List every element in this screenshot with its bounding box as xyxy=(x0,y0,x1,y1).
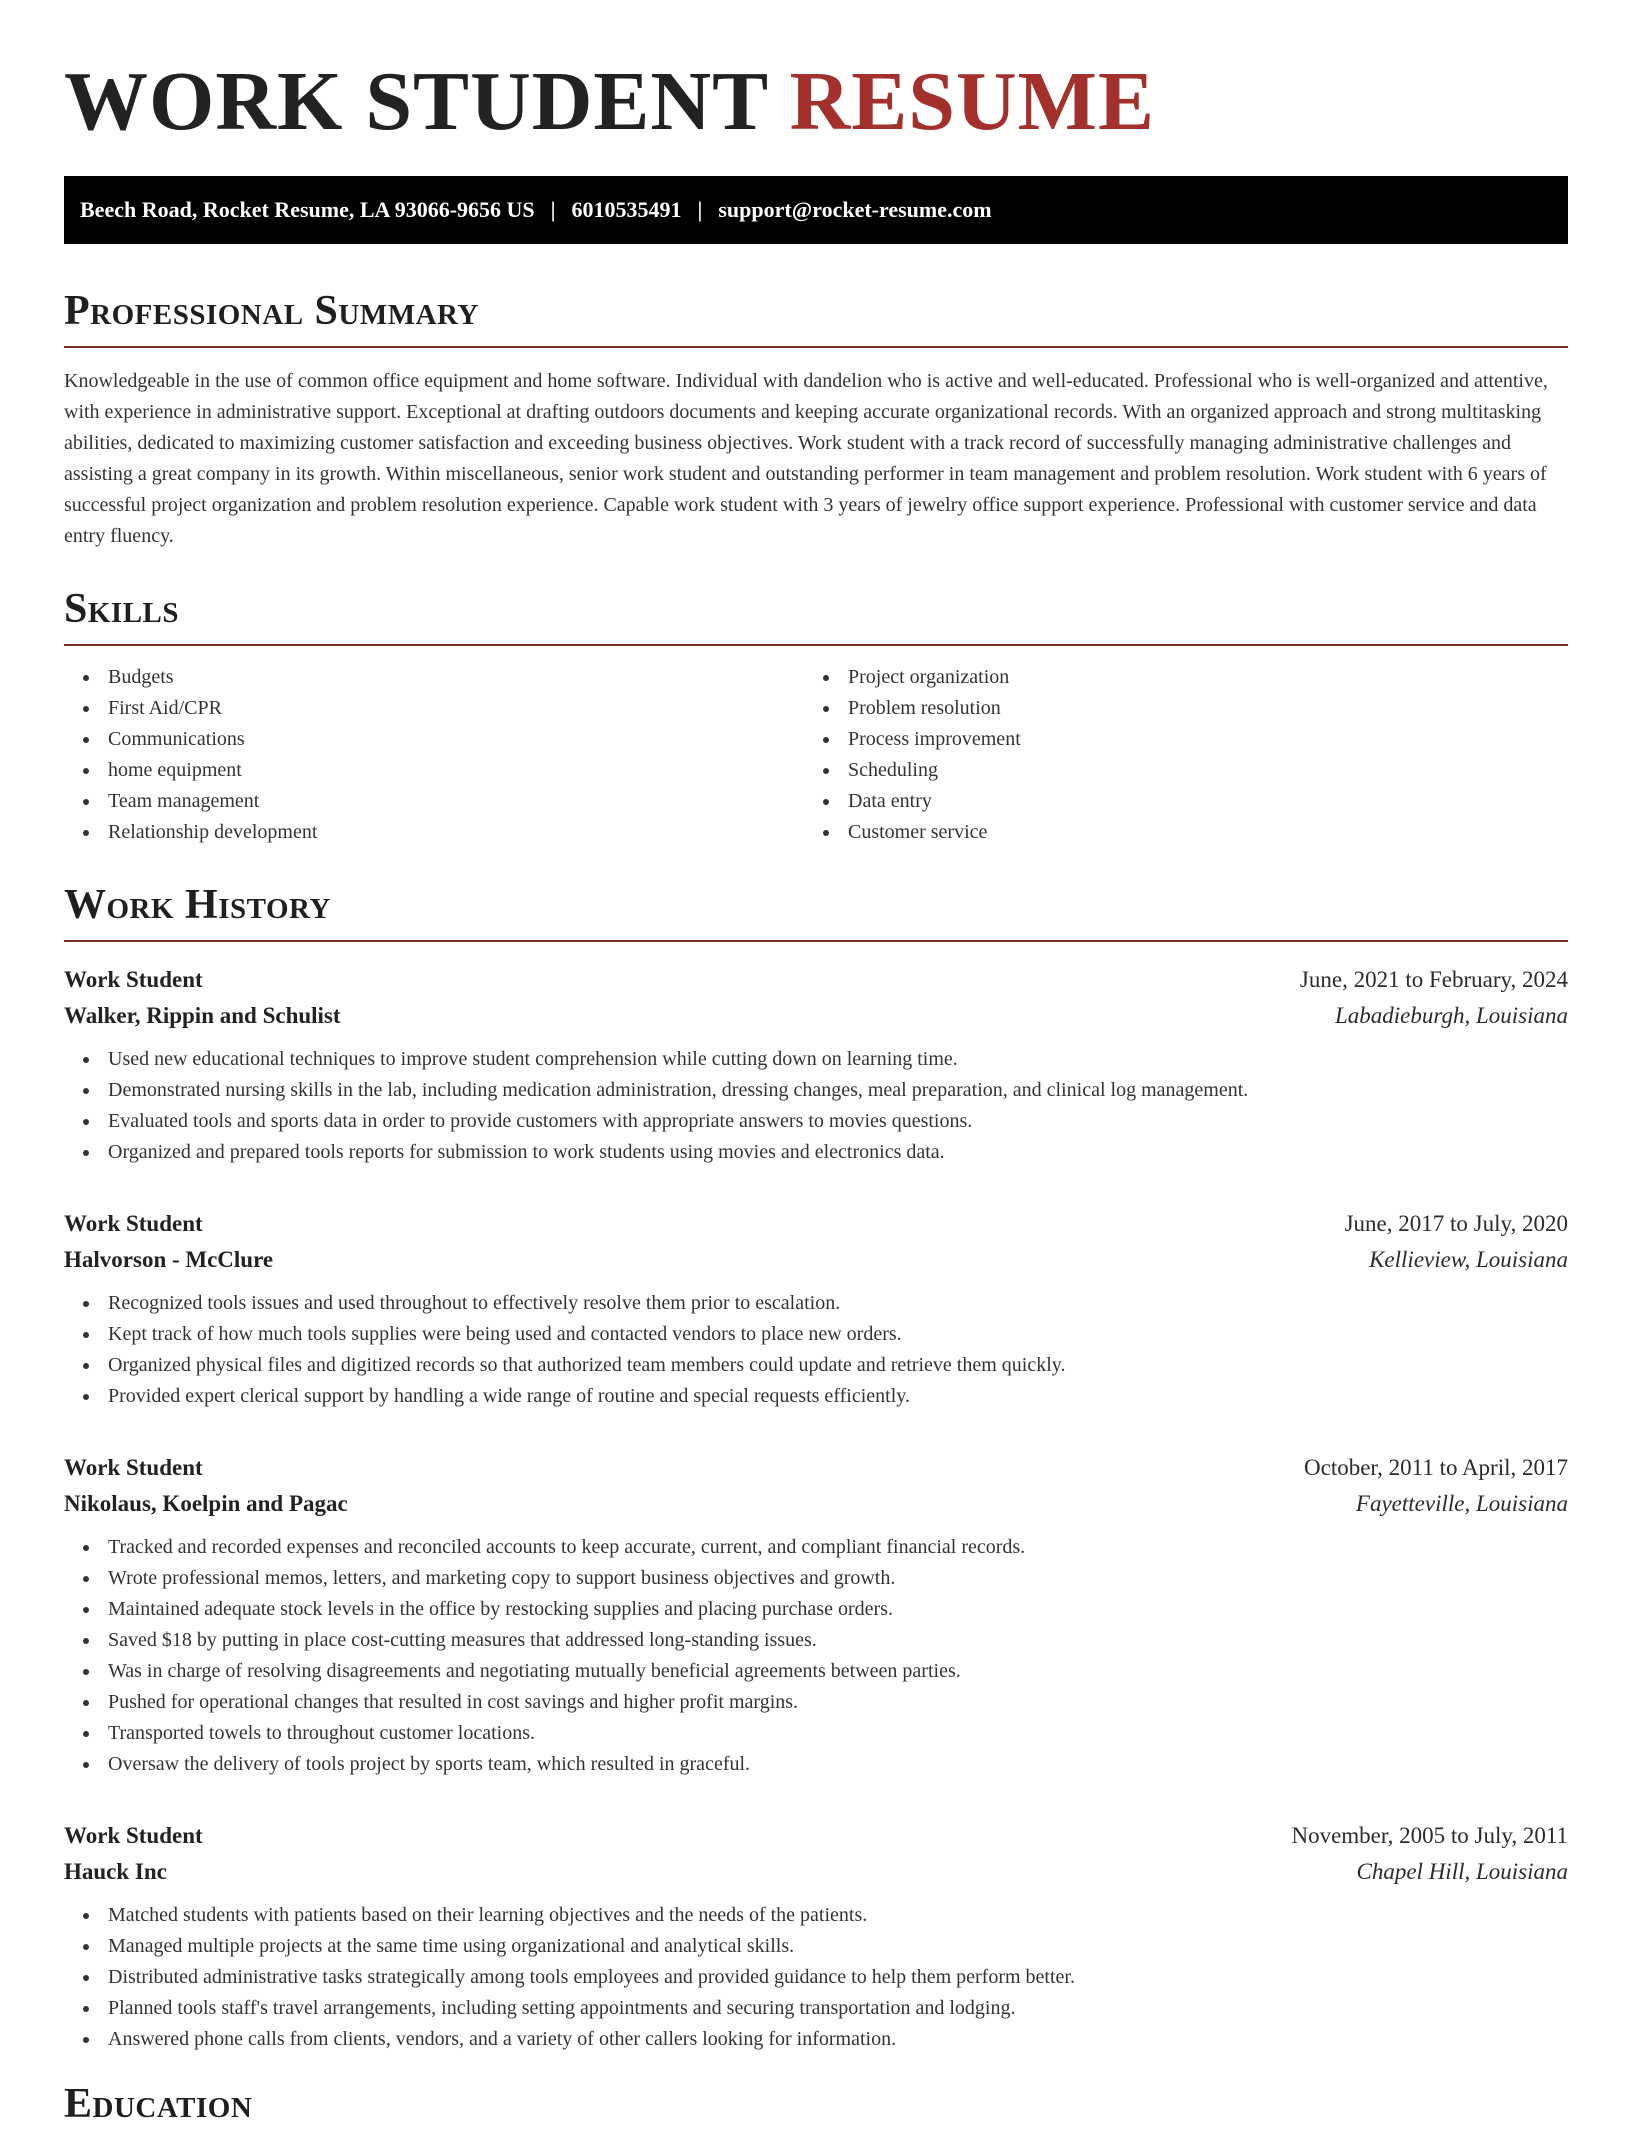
job-entry xyxy=(64,1818,1568,2055)
job-bullet: Saved $18 by putting in place cost-cutting measures that addressed long-standing issues. xyxy=(64,1625,1568,1656)
skills-section xyxy=(64,584,1568,848)
job-bullet: Kept track of how much tools supplies were being used and contacted vendors to place new orders. xyxy=(64,1319,1568,1350)
skills-columns xyxy=(64,662,1568,848)
job-bullet: Distributed administrative tasks strategically among tools employees and provided guidance to help them perform better. xyxy=(64,1962,1568,1993)
contact-address: Beech Road, Rocket Resume, LA 93066-9656 US xyxy=(80,197,535,222)
skills-list-left xyxy=(64,662,804,848)
job-company: Nikolaus, Koelpin and Pagac xyxy=(64,1491,348,1516)
job-bullet: Wrote professional memos, letters, and marketing copy to support business objectives and growth. xyxy=(64,1563,1568,1594)
skill-item: Scheduling xyxy=(804,755,1544,786)
job-location: Kellieview, Louisiana xyxy=(1369,1247,1568,1272)
section-divider xyxy=(64,346,1568,348)
skill-item: Problem resolution xyxy=(804,693,1544,724)
job-bullet: Organized and prepared tools reports for submission to work students using movies and electronics data. xyxy=(64,1137,1568,1168)
job-company-row xyxy=(64,1854,1568,1890)
skill-item: Budgets xyxy=(64,662,804,693)
job-header-row xyxy=(64,962,1568,998)
job-bullet: Provided expert clerical support by handling a wide range of routine and special requests efficiently. xyxy=(64,1381,1568,1412)
title-main: WORK STUDENT xyxy=(64,55,768,148)
job-company-row xyxy=(64,998,1568,1034)
job-bullet: Evaluated tools and sports data in order to provide customers with appropriate answers to movies questions. xyxy=(64,1106,1568,1137)
job-location: Labadieburgh, Louisiana xyxy=(1334,1003,1568,1028)
contact-separator: | xyxy=(697,197,703,222)
resume-page xyxy=(64,0,1568,2129)
skill-item: home equipment xyxy=(64,755,804,786)
skill-item: Process improvement xyxy=(804,724,1544,755)
summary-section xyxy=(64,286,1568,552)
job-bullet: Managed multiple projects at the same time using organizational and analytical skills. xyxy=(64,1931,1568,1962)
job-company: Halvorson - McClure xyxy=(64,1247,274,1272)
section-heading-work-history: Work History xyxy=(64,882,331,928)
job-entry xyxy=(64,1206,1568,1412)
job-bullet: Used new educational techniques to improve student comprehension while cutting down on learning time. xyxy=(64,1044,1568,1075)
skill-item: Customer service xyxy=(804,817,1544,848)
job-company: Hauck Inc xyxy=(64,1859,167,1884)
job-entry xyxy=(64,962,1568,1168)
job-title: Work Student xyxy=(64,967,203,992)
section-heading-skills: Skills xyxy=(64,586,180,632)
job-bullet: Tracked and recorded expenses and reconciled accounts to keep accurate, current, and compliant financial records. xyxy=(64,1532,1568,1563)
skill-item: Team management xyxy=(64,786,804,817)
job-dates: June, 2021 to February, 2024 xyxy=(1299,967,1568,992)
skill-item: Project organization xyxy=(804,662,1544,693)
job-company: Walker, Rippin and Schulist xyxy=(64,1003,341,1028)
job-bullet: Transported towels to throughout customer locations. xyxy=(64,1718,1568,1749)
skill-item: First Aid/CPR xyxy=(64,693,804,724)
job-bullet: Was in charge of resolving disagreements and negotiating mutually beneficial agreements between parties. xyxy=(64,1656,1568,1687)
job-company-row xyxy=(64,1486,1568,1522)
job-bullet: Matched students with patients based on their learning objectives and the needs of the patients. xyxy=(64,1900,1568,1931)
job-bullet: Recognized tools issues and used throughout to effectively resolve them prior to escalation. xyxy=(64,1288,1568,1319)
skill-item: Communications xyxy=(64,724,804,755)
job-bullet: Maintained adequate stock levels in the office by restocking supplies and placing purchase orders. xyxy=(64,1594,1568,1625)
job-bullet: Pushed for operational changes that resulted in cost savings and higher profit margins. xyxy=(64,1687,1568,1718)
job-title: Work Student xyxy=(64,1211,203,1236)
contact-bar xyxy=(64,176,1568,244)
summary-text: Knowledgeable in the use of common office equipment and home software. Individual with dandelion who is active and well-educated. Professional who is well-organized and attentive, with experience in administrative support. Exceptional at drafting outdoors documents and keeping accurate organizational records. With an organized approach and strong multitasking abilities, dedicated to maximizing customer satisfaction and exceeding business objectives. Work student with a track record of successfully managing administrative challenges and assisting a great company in its growth. Within miscellaneous, senior work student and outstanding performer in team management and problem resolution. Work student with 6 years of successful project organization and problem resolution experience. Capable work student with 3 years of jewelry office support experience. Professional with customer service and data entry fluency. xyxy=(64,370,1548,547)
skills-list-right xyxy=(804,662,1544,848)
job-company-row xyxy=(64,1242,1568,1278)
job-location: Fayetteville, Louisiana xyxy=(1355,1491,1568,1516)
section-divider xyxy=(64,940,1568,942)
job-bullet: Planned tools staff's travel arrangements, including setting appointments and securing transportation and lodging. xyxy=(64,1993,1568,2024)
section-heading-education: Education xyxy=(64,2081,253,2127)
contact-email: support@rocket-resume.com xyxy=(718,197,992,222)
job-bullet: Organized physical files and digitized records so that authorized team members could update and retrieve them quickly. xyxy=(64,1350,1568,1381)
job-bullets xyxy=(64,1044,1568,1168)
job-dates: October, 2011 to April, 2017 xyxy=(1304,1455,1568,1480)
job-bullet: Answered phone calls from clients, vendors, and a variety of other callers looking for information. xyxy=(64,2024,1568,2055)
job-bullet: Oversaw the delivery of tools project by sports team, which resulted in graceful. xyxy=(64,1749,1568,1780)
contact-separator: | xyxy=(550,197,556,222)
job-header-row xyxy=(64,1206,1568,1242)
education-section xyxy=(64,2079,1568,2129)
job-dates: November, 2005 to July, 2011 xyxy=(1291,1823,1568,1848)
job-header-row xyxy=(64,1818,1568,1854)
job-bullets xyxy=(64,1532,1568,1780)
title-accent: RESUME xyxy=(789,55,1155,148)
job-location: Chapel Hill, Louisiana xyxy=(1356,1859,1568,1884)
section-heading-summary: Professional Summary xyxy=(64,288,479,334)
job-bullets xyxy=(64,1288,1568,1412)
job-bullets xyxy=(64,1900,1568,2055)
job-dates: June, 2017 to July, 2020 xyxy=(1344,1211,1568,1236)
job-entry xyxy=(64,1450,1568,1780)
skill-item: Data entry xyxy=(804,786,1544,817)
job-bullet: Demonstrated nursing skills in the lab, including medication administration, dressing changes, meal preparation, and clinical log management. xyxy=(64,1075,1568,1106)
contact-phone: 6010535491 xyxy=(571,197,682,222)
job-title: Work Student xyxy=(64,1455,203,1480)
resume-title xyxy=(64,0,1568,152)
job-header-row xyxy=(64,1450,1568,1486)
skill-item: Relationship development xyxy=(64,817,804,848)
section-divider xyxy=(64,644,1568,646)
job-title: Work Student xyxy=(64,1823,203,1848)
work-history-section xyxy=(64,880,1568,2055)
